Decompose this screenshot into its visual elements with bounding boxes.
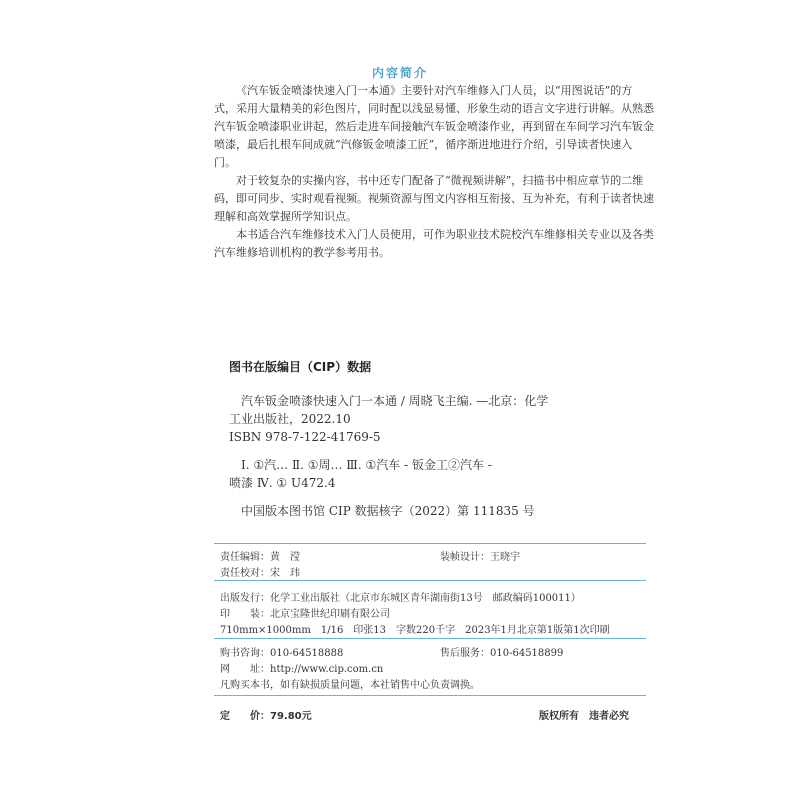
notice: 凡购买本书，如有缺损质量问题，本社销售中心负责调换。 [220, 680, 480, 691]
after-sales: 售后服务：010-64518899 [440, 648, 564, 659]
intro-paragraph: 本书适合汽车维修技术入门人员使用，可作为职业技术院校汽车维修相关专业以及各类汽车维修培训机构的教学参考用书。 [214, 228, 654, 259]
cip-class-line: 喷漆 Ⅳ. ① U472.4 [229, 476, 336, 490]
designer: 装帧设计：王晓宇 [440, 552, 520, 563]
divider [214, 543, 646, 544]
cip-isbn: ISBN 978-7-122-41769-5 [229, 430, 381, 444]
printer: 印 装：北京宝隆世纪印刷有限公司 [220, 609, 390, 620]
cip-classification [229, 456, 492, 492]
intro-title: 内容简介 [371, 66, 428, 80]
editor: 责任编辑：黄 滢 [220, 552, 300, 563]
divider [214, 580, 646, 581]
intro-text [214, 82, 654, 262]
hotline: 购书咨询：010-64518888 [220, 648, 344, 659]
cip-class-line: Ⅰ. ①汽… Ⅱ. ①周… Ⅲ. ①汽车 - 钣金工②汽车 - [241, 458, 492, 472]
publisher: 出版发行：化学工业出版社（北京市东城区青年湖南街13号 邮政编码100011） [220, 593, 581, 604]
proofreader: 责任校对：宋 玮 [220, 568, 300, 579]
cip-title-entry [229, 392, 548, 446]
intro-paragraph: 《汽车钣金喷漆快速入门一本通》主要针对汽车维修入门人员，以“用图说话”的方式，采用大量精美的彩色图片，同时配以浅显易懂、形象生动的语言文字进行讲解。从熟悉汽车钣金喷漆职业讲起，然后走进车间接触汽车钣金喷漆作业，再到留在车间学习汽车钣金喷漆，最后扎根车间成就“汽修钣金喷漆工匠”，循序渐进地进行介绍，引导读者快速入门。 [214, 84, 654, 169]
cip-verify [229, 502, 535, 520]
cip-title-line: 汽车钣金喷漆快速入门一本通 / 周晓飞主编. —北京：化学 [241, 394, 549, 408]
intro-paragraph: 对于较复杂的实操内容，书中还专门配备了“微视频讲解”，扫描书中相应章节的二维码，即可同步、实时观看视频。视频资源与图文内容相互衔接、互为补充，有利于读者快速理解和高效掌握所学知识点。 [214, 174, 654, 223]
rights-notice: 版权所有 违者必究 [539, 711, 629, 722]
cip-heading: 图书在版编目（CIP）数据 [229, 360, 372, 374]
divider [214, 695, 646, 696]
divider [214, 638, 646, 639]
cip-title-line: 工业出版社，2022.10 [229, 412, 351, 426]
book-spec: 710mm×1000mm 1/16 印张13 字数220千字 2023年1月北京第1版第1次印刷 [220, 625, 610, 636]
website: 网 址：http://www.cip.com.cn [220, 664, 384, 675]
price: 定 价：79.80元 [220, 711, 312, 722]
cip-verify-line: 中国版本图书馆 CIP 数据核字（2022）第 111835 号 [241, 504, 535, 518]
